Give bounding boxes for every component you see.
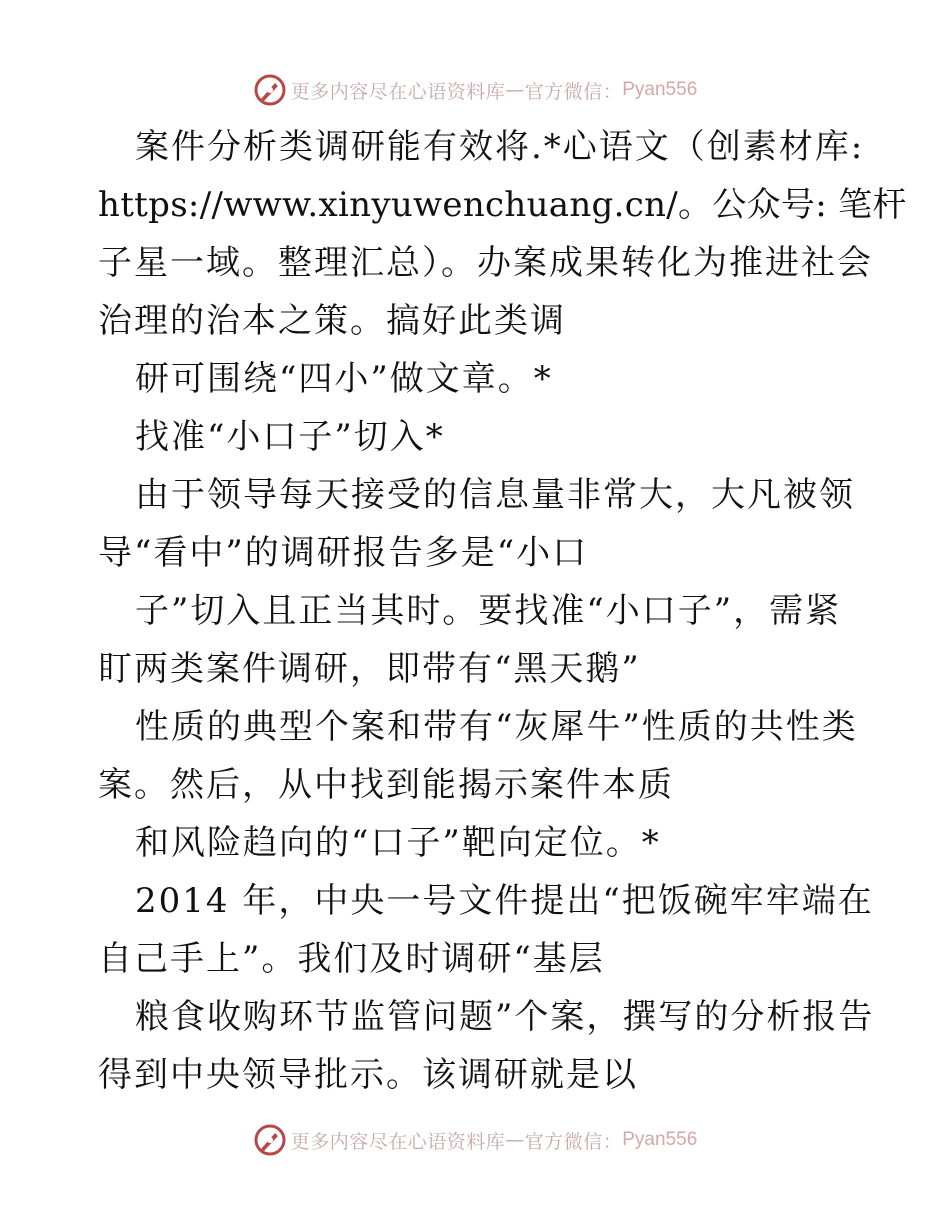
text-line: 治理的治本之策。搞好此类调 [98, 301, 566, 341]
text-line: https://www.xinyuwenchuang.cn/。公众号: 笔杆 [98, 185, 907, 225]
text-line: 自己手上”。我们及时调研“基层 [98, 939, 605, 979]
footer-banner [0, 1120, 950, 1160]
banner-contact: Pyan556 [622, 1129, 698, 1150]
header-banner [0, 70, 950, 110]
document-body [98, 118, 907, 1104]
banner-separator: — [505, 1129, 525, 1151]
text-line: 和风险趋向的“口子”靶向定位。* [135, 823, 661, 863]
banner-title: 更多内容尽在心语资料库 [290, 1130, 506, 1153]
text-line: 由于领导每天接受的信息量非常大，大凡被领 [135, 475, 855, 515]
text-line: 性质的典型个案和带有“灰犀牛”性质的共性类 [135, 707, 858, 747]
banner-official-label: 官方微信： [524, 1130, 623, 1153]
banner-contact: Pyan556 [622, 79, 698, 100]
text-line: 研可围绕“四小”做文章。* [135, 359, 553, 399]
text-line: 导“看中”的调研报告多是“小口 [98, 533, 589, 573]
banner-separator: — [505, 79, 525, 101]
text-line: 粮食收购环节监管问题”个案，撰写的分析报告 [135, 997, 875, 1037]
text-line: 案。然后，从中找到能揭示案件本质 [98, 765, 674, 805]
banner-title: 更多内容尽在心语资料库 [290, 80, 506, 103]
text-line: 子”切入且正当其时。要找准“小口子”，需紧 [135, 591, 842, 631]
text-line: 得到中央领导批示。该调研就是以 [98, 1055, 638, 1095]
text-line: 子星一域。整理汇总）。办案成果转化为推进社会 [98, 243, 873, 283]
text-line: 案件分析类调研能有效将.*心语文（创素材库: [135, 127, 865, 167]
text-line: 找准“小口子”切入* [135, 417, 445, 457]
pen-logo-icon [253, 1123, 287, 1157]
text-line: 2014 年，中央一号文件提出“把饭碗牢牢端在 [135, 881, 874, 921]
text-line: 盯两类案件调研，即带有“黑天鹅” [98, 649, 641, 689]
banner-official-label: 官方微信： [524, 80, 623, 103]
pen-logo-icon [253, 73, 287, 107]
